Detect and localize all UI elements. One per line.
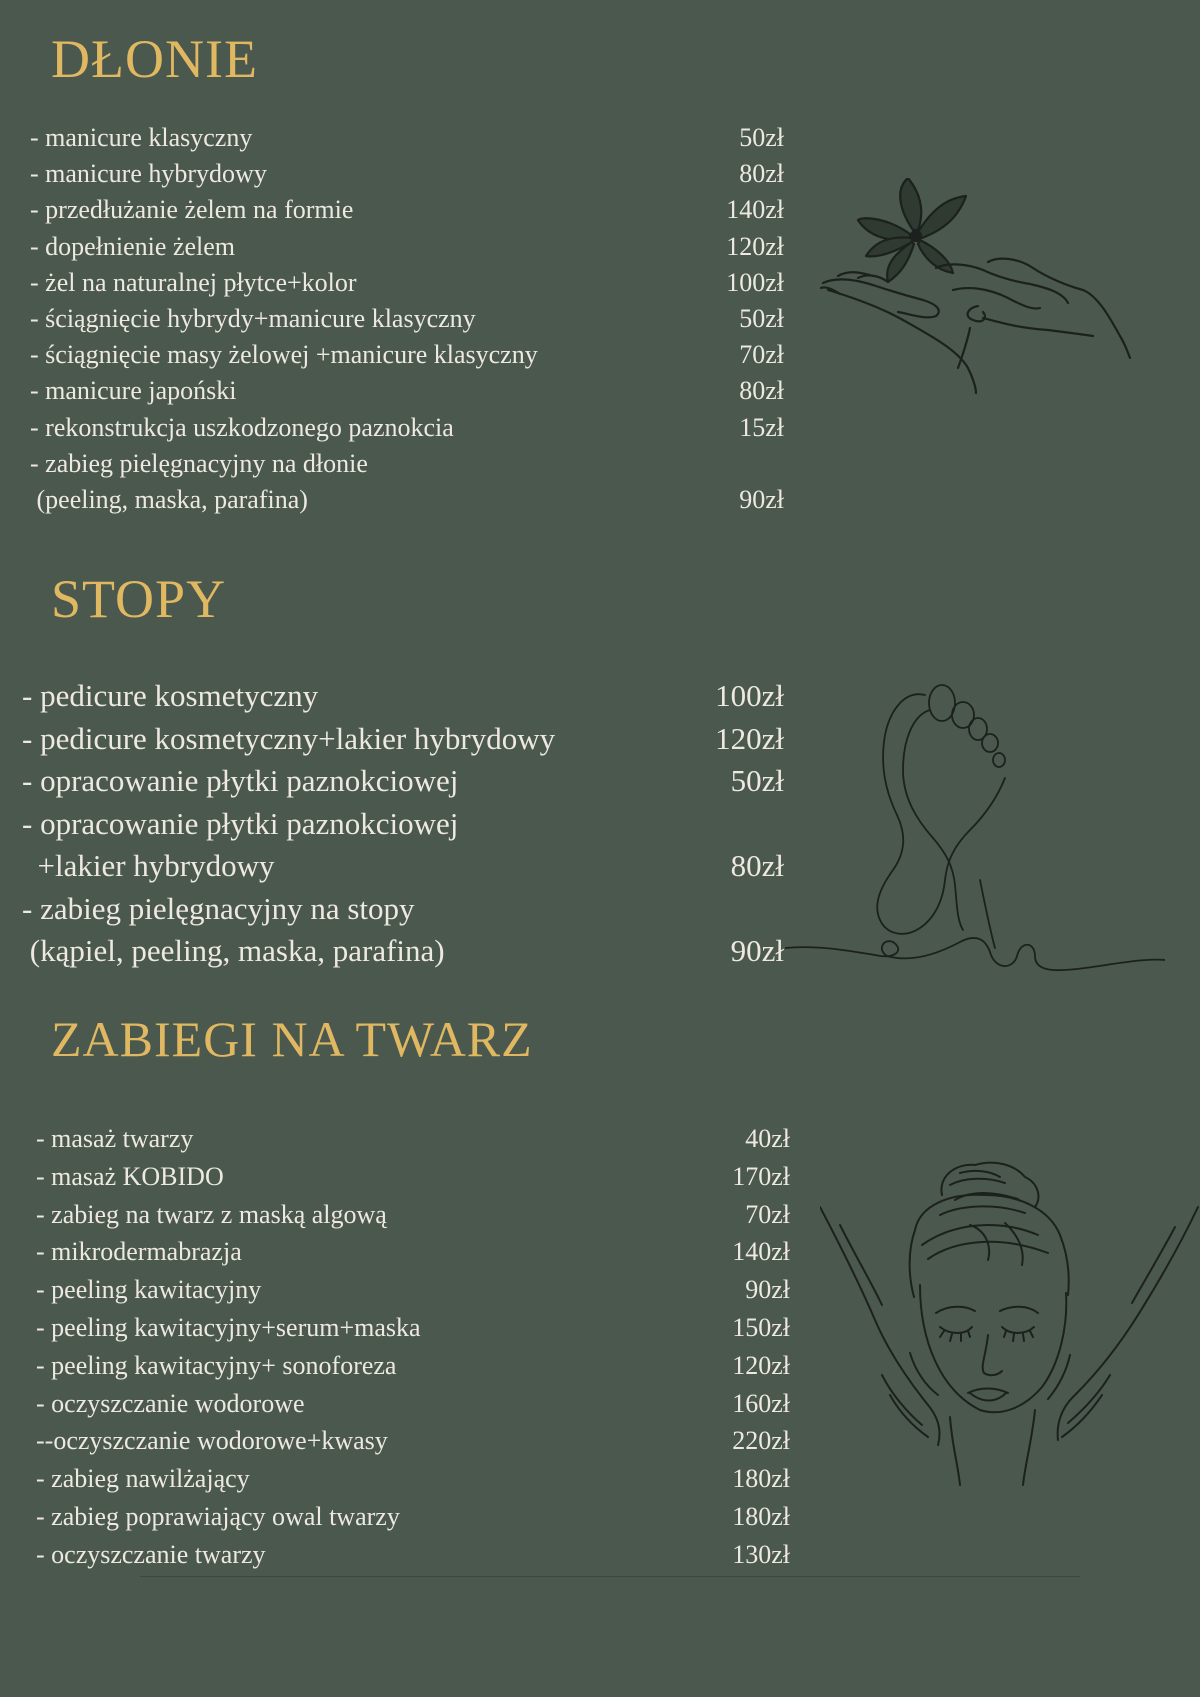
price-row: [22, 760, 792, 803]
price-row: [36, 1422, 806, 1460]
service-name: - rekonstrukcja uszkodzonego paznokcia: [30, 412, 454, 442]
service-name: - oczyszczanie wodorowe: [36, 1388, 305, 1418]
service-price: 50zł: [739, 123, 784, 152]
service-name: - oczyszczanie twarzy: [36, 1539, 266, 1569]
service-name: - mikrodermabrazja: [36, 1237, 242, 1267]
price-row: [22, 803, 792, 846]
price-row: [36, 1233, 806, 1271]
price-row: [22, 888, 792, 931]
service-name: - peeling kawitacyjny: [36, 1275, 262, 1305]
service-name: - żel na naturalnej płytce+kolor: [30, 267, 357, 297]
price-row: [22, 845, 792, 888]
price-row: [36, 1196, 806, 1234]
price-row: [36, 1120, 806, 1158]
service-price: 160zł: [732, 1388, 790, 1418]
service-name: - pedicure kosmetyczny: [22, 678, 319, 713]
service-price: 120zł: [726, 231, 784, 261]
service-price: 120zł: [715, 720, 784, 756]
service-name: - ściągnięcie masy żelowej +manicure klasyczny: [30, 340, 538, 370]
service-price: 100zł: [715, 678, 784, 713]
section-title-zabiegi-na-twarz: ZABIEGI NA TWARZ: [51, 1011, 533, 1067]
price-row: [36, 1158, 806, 1196]
price-row: [30, 229, 800, 265]
section-title-stopy: STOPY: [51, 569, 227, 629]
price-row: [30, 337, 800, 373]
service-name: - dopełnienie żelem: [30, 231, 236, 261]
service-price: 70zł: [739, 340, 784, 370]
service-price: 80zł: [739, 376, 784, 406]
price-list-stopy: [22, 675, 792, 973]
service-name: - masaż KOBIDO: [36, 1161, 224, 1191]
service-price: 80zł: [730, 848, 784, 883]
price-row: [36, 1460, 806, 1498]
service-price: 70zł: [745, 1199, 790, 1229]
service-name: +lakier hybrydowy: [22, 848, 275, 883]
service-price: 15zł: [739, 412, 784, 442]
service-price: 120zł: [732, 1350, 790, 1380]
service-price: 220zł: [732, 1426, 790, 1456]
service-name: - peeling kawitacyjny+ sonoforeza: [36, 1350, 397, 1380]
service-price: 180zł: [732, 1464, 790, 1494]
price-row: [30, 301, 800, 337]
service-price: 140zł: [726, 195, 784, 225]
service-name: --oczyszczanie wodorowe+kwasy: [36, 1426, 388, 1456]
service-name: (kąpiel, peeling, maska, parafina): [22, 933, 445, 968]
service-name: - ściągnięcie hybrydy+manicure klasyczny: [30, 303, 476, 333]
price-row: [36, 1271, 806, 1309]
service-name: - zabieg pielęgnacyjny na dłonie: [30, 448, 368, 478]
price-list-dlonie: [30, 120, 800, 518]
price-row: [30, 120, 800, 156]
price-row: [22, 675, 792, 718]
service-name: - manicure japoński: [30, 376, 237, 406]
price-row: [36, 1498, 806, 1536]
price-row: [36, 1347, 806, 1385]
service-price: 80zł: [739, 159, 784, 189]
service-name: - przedłużanie żelem na formie: [30, 195, 354, 225]
service-name: - peeling kawitacyjny+serum+maska: [36, 1312, 421, 1342]
service-price: 50zł: [730, 763, 784, 798]
price-row: [30, 265, 800, 301]
service-price: 170zł: [732, 1161, 790, 1191]
face-massage-icon: [820, 1155, 1200, 1495]
service-name: (peeling, maska, parafina): [30, 484, 308, 514]
service-name: - manicure hybrydowy: [30, 159, 267, 189]
price-row: [30, 192, 800, 228]
service-price: 90zł: [730, 933, 784, 968]
service-name: - zabieg poprawiający owal twarzy: [36, 1501, 400, 1531]
service-name: - pedicure kosmetyczny+lakier hybrydowy: [22, 720, 556, 756]
service-price: 40zł: [745, 1124, 790, 1153]
price-row: [36, 1309, 806, 1347]
bottom-divider: [140, 1576, 1080, 1577]
service-price: 50zł: [739, 303, 784, 333]
service-price: 100zł: [726, 267, 784, 297]
price-row: [30, 446, 800, 482]
price-row: [22, 718, 792, 761]
foot-icon: [785, 680, 1165, 980]
service-name: - masaż twarzy: [36, 1124, 194, 1153]
price-row: [36, 1536, 806, 1574]
service-name: - zabieg nawilżający: [36, 1464, 250, 1494]
price-row: [36, 1385, 806, 1423]
service-name: - manicure klasyczny: [30, 123, 253, 152]
price-row: [30, 156, 800, 192]
section-title-dlonie: DŁONIE: [51, 29, 258, 89]
service-price: 140zł: [732, 1237, 790, 1267]
price-list-twarz: [36, 1120, 806, 1574]
price-row: [30, 482, 800, 518]
service-price: 90zł: [745, 1275, 790, 1305]
service-price: 180zł: [732, 1501, 790, 1531]
price-row: [22, 930, 792, 973]
service-name: - zabieg na twarz z maską algową: [36, 1199, 387, 1229]
service-name: - zabieg pielęgnacyjny na stopy: [22, 890, 415, 926]
service-price: 130zł: [732, 1539, 790, 1569]
price-row: [30, 373, 800, 409]
service-name: - opracowanie płytki paznokciowej: [22, 763, 459, 798]
price-row: [30, 410, 800, 446]
flower-hands-icon: [818, 178, 1138, 398]
service-price: 90zł: [739, 484, 784, 514]
service-price: 150zł: [732, 1312, 790, 1342]
service-name: - opracowanie płytki paznokciowej: [22, 805, 459, 841]
